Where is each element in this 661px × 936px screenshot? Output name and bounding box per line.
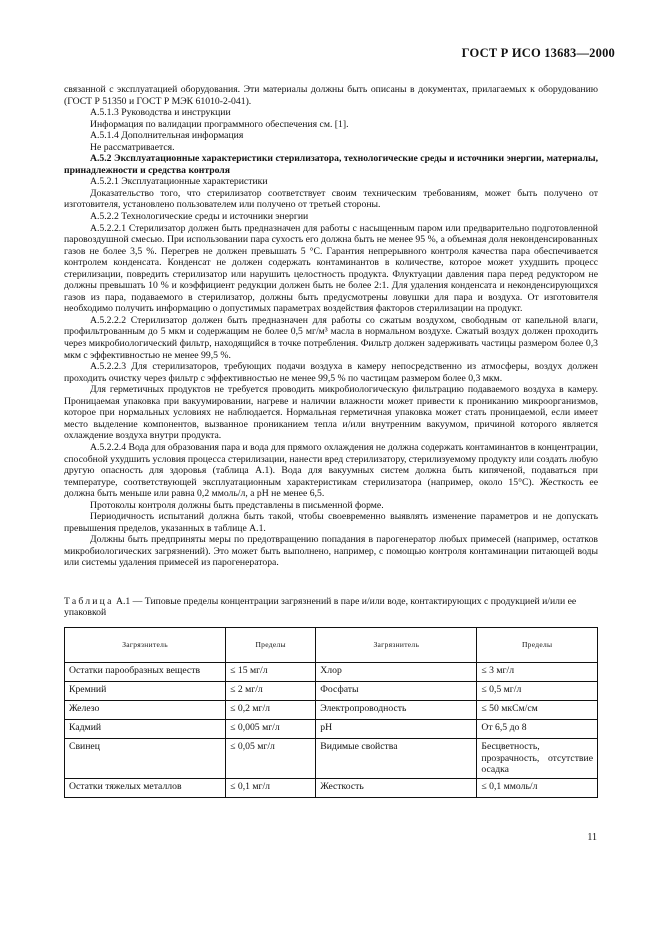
table-cell: ≤ 50 мкСм/см bbox=[477, 700, 598, 719]
col-header: Загрязнитель bbox=[316, 627, 477, 662]
table-cell: ≤ 0,1 мг/л bbox=[226, 778, 316, 797]
col-header: Пределы bbox=[477, 627, 598, 662]
table-cell: ≤ 0,2 мг/л bbox=[226, 700, 316, 719]
table-cell: Видимые свойства bbox=[316, 738, 477, 778]
table-row bbox=[65, 681, 598, 700]
paragraph: Доказательство того, что стерилизатор соответствует своим техническим требованиям, может быть получено от изготовителя, установлено пользователем или получено от третьей стороны. bbox=[64, 187, 598, 211]
table-cell: Остатки тяжелых металлов bbox=[65, 778, 226, 797]
paragraph: Для герметичных продуктов не требуется проводить микробиологическую фильтрацию подаваемого воздуха в камеру. Проницаемая упаковка при вакуумировании, нагреве и наличии влажности может привести к прониканию микроорганизмов, которое при нормальных условиях не наблюдается. Нормальная герметичная упаковка может стать проницаемой, если имеет место выделение компонентов, вызванное прониканием тепла и/или внутренним вакуумом, причиной которого является охлаждение воздуха внутри продукта. bbox=[64, 384, 598, 442]
paragraph: А.5.2.2.2 Стерилизатор должен быть предназначен для работы со сжатым воздухом, свободным от капельной влаги, профильтрованным до 5 мкм и содержащим не более 0,5 мг/м³ масла в нормальном воздухе. Сжатый воздух должен проходить через микробиологический фильтр, находящийся в точке потребления. Фильтр должен задерживать частицы размером более 0,3 мкм с эффективностью не менее 99,5 %. bbox=[64, 314, 598, 361]
col-header: Загрязнитель bbox=[65, 627, 226, 662]
table-cell: ≤ 0,5 мг/л bbox=[477, 681, 598, 700]
table-cell: рН bbox=[316, 719, 477, 738]
paragraph: Информация по валидации программного обеспечения см. [1]. bbox=[90, 118, 349, 130]
table-row bbox=[65, 662, 598, 681]
table-cell: Хлор bbox=[316, 662, 477, 681]
document-body bbox=[64, 84, 598, 798]
table-cell: Свинец bbox=[65, 738, 226, 778]
paragraph: Должны быть предприняты меры по предотвращению попадания в парогенератор любых примесей (например, остатков микробиологических загрязнений). Это может быть выполнено, например, с помощью контроля контаминации питающей воды или системы удаления примесей из парогенератора. bbox=[64, 534, 598, 569]
section-heading: А.5.1.3 Руководства и инструкции bbox=[90, 107, 231, 119]
section-heading: А.5.1.4 Дополнительная информация bbox=[90, 130, 244, 142]
table-cell: Остатки парообразных веществ bbox=[65, 662, 226, 681]
table-row bbox=[65, 778, 598, 797]
table-row bbox=[65, 700, 598, 719]
table-cell: ≤ 15 мг/л bbox=[226, 662, 316, 681]
page-number: 11 bbox=[587, 832, 597, 843]
table-cell: От 6,5 до 8 bbox=[477, 719, 598, 738]
table-cell: Железо bbox=[65, 700, 226, 719]
table-row bbox=[65, 738, 598, 778]
table-cell: Электропроводность bbox=[316, 700, 477, 719]
table-cell: Жесткость bbox=[316, 778, 477, 797]
standard-header: ГОСТ Р ИСО 13683—2000 bbox=[461, 46, 615, 60]
table-cell: Бесцветность, прозрачность, отсутствие осадка bbox=[477, 738, 598, 778]
paragraph: связанной с эксплуатацией оборудования. Эти материалы должны быть описаны в документах, прилагаемых к оборудованию (ГОСТ Р 51350 и ГОСТ Р МЭК 61010-2-041). bbox=[64, 84, 598, 107]
paragraph: А.5.2.2.1 Стерилизатор должен быть предназначен для работы с насыщенным паром или предварительно подготовленной паровоздушной смесью. При использовании пара сухость его должна быть не менее 95 %, а объемная доля неконденсированных газов не более 3,5 %. Перегрев не должен превышать 5 °С. Гарантия непрерывного контроля качества пара обеспечивается контролем конденсата. Конденсат не должен содержать контаминантов в количестве, которое может ухудшить процесс стерилизации, повредить стерилизатор или нарушить целостность продукта. Флуктуации давления пара перед редуктором не должны превышать 10 % и коэффициент редукции должен быть не более 2:1. Для удаления конденсата и неконденсирующихся газов из пара, подаваемого в стерилизатор, должны быть предусмотрены ловушки для пара и воздуха. От изготовителя необходимо получить информацию о допустимых параметрах воздействия факторов стерилизации на продукт. bbox=[64, 222, 598, 315]
paragraph: А.5.2.2.3 Для стерилизаторов, требующих подачи воздуха в камеру непосредственно из атмосферы, воздух должен проходить очистку через фильтр с эффективностью не менее 99,5 % по частицам размером более 0,3 мкм. bbox=[64, 361, 598, 384]
table-caption bbox=[64, 596, 598, 619]
table-cell: ≤ 0,005 мг/л bbox=[226, 719, 316, 738]
section-heading-bold: А.5.2 Эксплуатационные характеристики стерилизатора, технологические среды и источники энергии, материалы, принадлежности и средства контроля bbox=[64, 153, 598, 176]
table-caption-text: А.1 — Типовые пределы концентрации загрязнений в паре и/или воде, контактирующих с продукцией и/или ее упаковкой bbox=[64, 595, 577, 619]
table-cell: Фосфаты bbox=[316, 681, 477, 700]
table-cell: Кремний bbox=[65, 681, 226, 700]
paragraph: Не рассматривается. bbox=[90, 141, 175, 153]
section-heading: А.5.2.2 Технологические среды и источники энергии bbox=[90, 211, 309, 223]
table-cell: ≤ 2 мг/л bbox=[226, 681, 316, 700]
col-header: Пределы bbox=[226, 627, 316, 662]
table-cell: ≤ 0,05 мг/л bbox=[226, 738, 316, 778]
table-cell: ≤ 0,1 ммоль/л bbox=[477, 778, 598, 797]
contaminant-limits-table bbox=[64, 627, 598, 798]
table-cell: ≤ 3 мг/л bbox=[477, 662, 598, 681]
section-heading: А.5.2.1 Эксплуатационные характеристики bbox=[90, 176, 268, 188]
table-cell: Кадмий bbox=[65, 719, 226, 738]
paragraph: Протоколы контроля должны быть представлены в письменной форме. bbox=[90, 499, 384, 511]
table-caption-label: Таблица bbox=[64, 595, 114, 607]
table-header-row bbox=[65, 627, 598, 662]
paragraph: А.5.2.2.4 Вода для образования пара и вода для прямого охлаждения не должна содержать контаминантов в концентрации, способной ухудшить условия процесса стерилизации, нанести вред стерилизатору, стерилизуемому продукту или создать любую другую опасность для здоровья (таблица А.1). Вода для вакуумных систем должна быть кипяченой, подаваться при температуре, соответствующей эксплуатационным характеристикам стерилизатора (например, около 15°С). Жесткость ее должна быть меньше или равна 0,2 ммоль/л, а рН не менее 6,5. bbox=[64, 441, 598, 500]
table-row bbox=[65, 719, 598, 738]
paragraph: Периодичность испытаний должна быть такой, чтобы своевременно выявлять изменение параметров и не допускать превышения пределов, указанных в таблице А.1. bbox=[64, 511, 598, 534]
